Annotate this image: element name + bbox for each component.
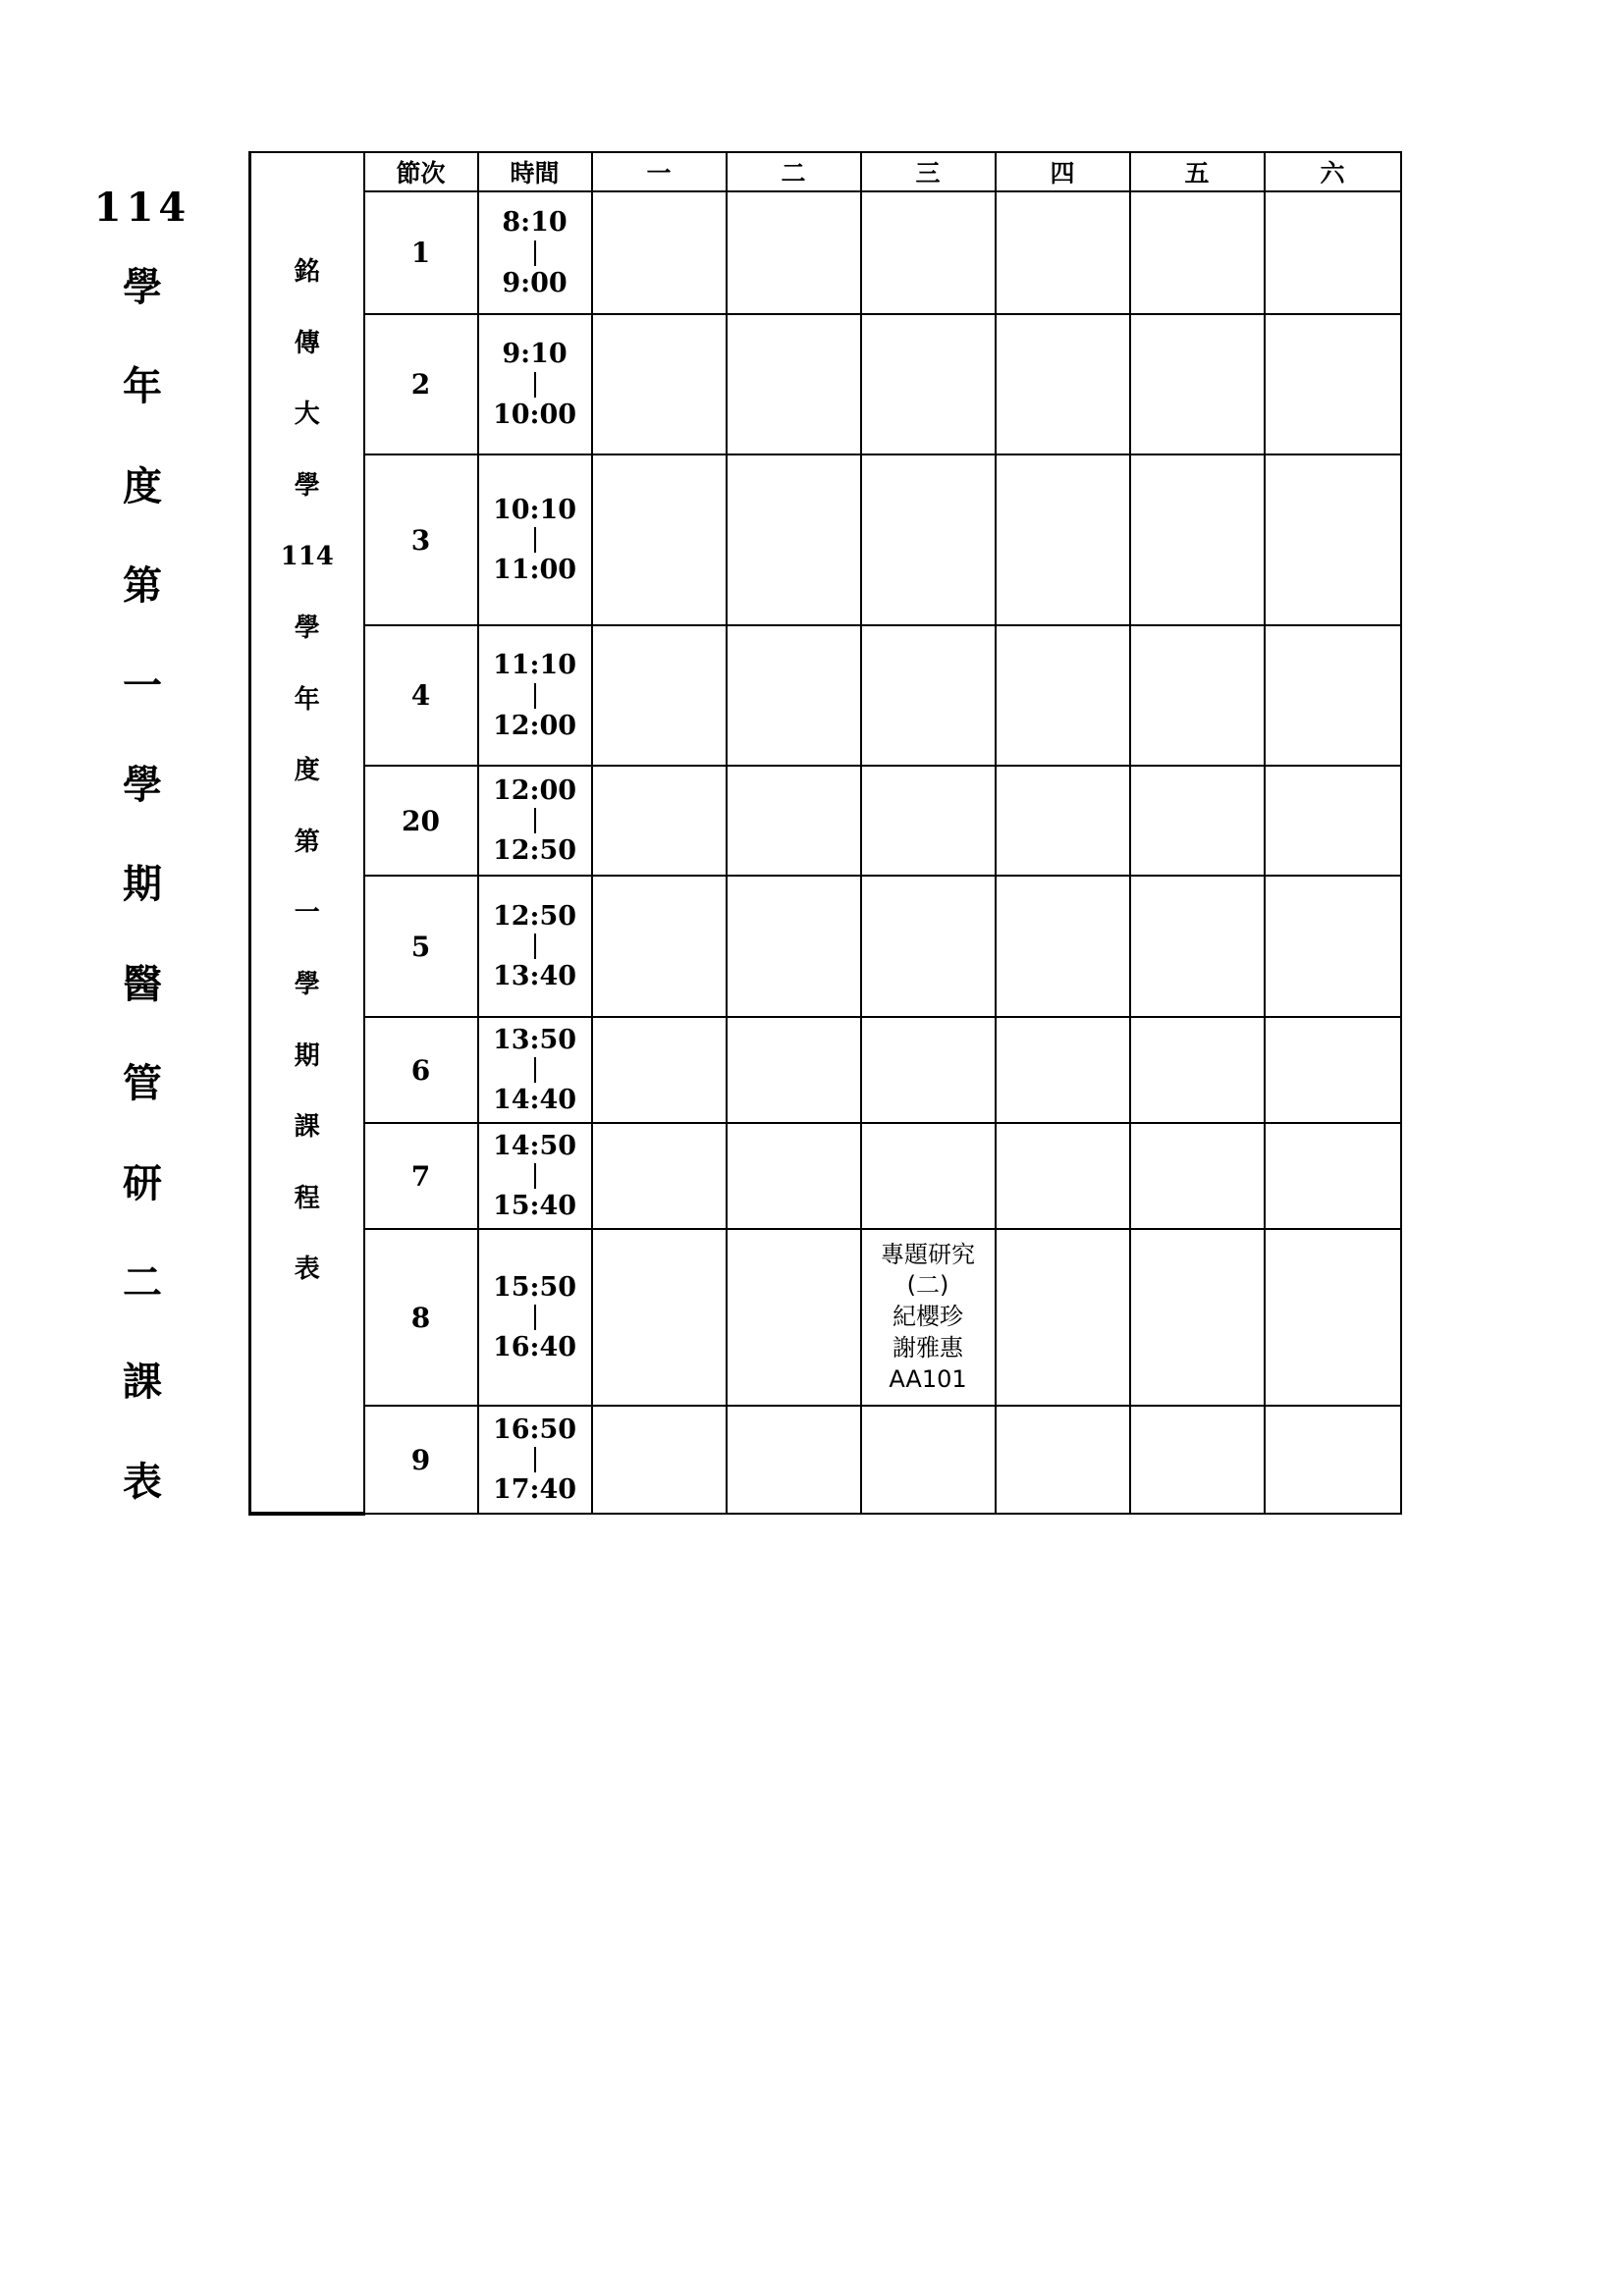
schedule-cell bbox=[861, 766, 996, 876]
end-time: 12:00 bbox=[492, 710, 577, 741]
caption-char: 年 bbox=[294, 684, 320, 715]
schedule-table bbox=[248, 151, 1402, 1516]
caption-char: 度 bbox=[294, 756, 320, 786]
title-char: 管 bbox=[123, 1060, 162, 1107]
schedule-cell bbox=[1265, 1017, 1401, 1123]
schedule-cell bbox=[861, 454, 996, 625]
start-time: 16:50 bbox=[492, 1414, 577, 1445]
end-time: 11:00 bbox=[492, 555, 577, 585]
title-char: 二 bbox=[123, 1258, 162, 1306]
schedule-cell bbox=[727, 1123, 861, 1229]
end-time: 12:50 bbox=[492, 835, 577, 866]
schedule-cell bbox=[996, 191, 1130, 314]
period-row bbox=[250, 1229, 1401, 1406]
schedule-cell bbox=[1130, 1123, 1265, 1229]
schedule-cell bbox=[1265, 1123, 1401, 1229]
schedule-cell bbox=[1265, 766, 1401, 876]
caption-vertical-text bbox=[251, 237, 363, 1306]
schedule-cell bbox=[861, 1406, 996, 1514]
schedule-cell bbox=[861, 1123, 996, 1229]
schedule-cell bbox=[592, 1229, 727, 1406]
start-time: 12:00 bbox=[492, 774, 577, 806]
schedule-cell bbox=[727, 191, 861, 314]
schedule-cell bbox=[727, 876, 861, 1017]
period-number: 5 bbox=[364, 876, 478, 1017]
period-row bbox=[250, 625, 1401, 766]
period-time bbox=[478, 1017, 592, 1123]
period-number: 7 bbox=[364, 1123, 478, 1229]
page-side-title bbox=[93, 179, 191, 1531]
title-char: 研 bbox=[123, 1159, 162, 1206]
end-time: 16:40 bbox=[492, 1332, 577, 1362]
caption-char: 大 bbox=[294, 400, 320, 430]
schedule-cell bbox=[1130, 625, 1265, 766]
course-part: (二) bbox=[906, 1271, 949, 1300]
schedule-cell bbox=[996, 1017, 1130, 1123]
end-time: 9:00 bbox=[502, 267, 568, 298]
period-time bbox=[478, 766, 592, 876]
period-number: 9 bbox=[364, 1406, 478, 1514]
end-time: 10:00 bbox=[492, 399, 577, 430]
header-day-thu: 四 bbox=[996, 152, 1130, 191]
schedule-cell bbox=[1265, 1406, 1401, 1514]
schedule-cell bbox=[1265, 191, 1401, 314]
caption-char: 表 bbox=[294, 1255, 320, 1285]
start-time: 12:50 bbox=[492, 900, 577, 932]
period-row bbox=[250, 766, 1401, 876]
schedule-cell bbox=[861, 314, 996, 454]
schedule-cell bbox=[996, 454, 1130, 625]
course-teacher2: 謝雅惠 bbox=[893, 1333, 963, 1362]
schedule-cell bbox=[1130, 1017, 1265, 1123]
period-row bbox=[250, 191, 1401, 314]
caption-char: 一 bbox=[294, 898, 320, 929]
caption-char: 傳 bbox=[294, 328, 320, 358]
course-cell bbox=[861, 1229, 996, 1406]
schedule-cell bbox=[1130, 876, 1265, 1017]
schedule-cell bbox=[727, 1017, 861, 1123]
schedule-cell bbox=[996, 314, 1130, 454]
period-row bbox=[250, 314, 1401, 454]
start-time: 11:10 bbox=[492, 650, 577, 681]
schedule-cell bbox=[727, 766, 861, 876]
start-time: 14:50 bbox=[492, 1130, 577, 1161]
end-time: 13:40 bbox=[492, 961, 577, 991]
header-time: 時間 bbox=[478, 152, 592, 191]
period-row bbox=[250, 1406, 1401, 1514]
title-char: 表 bbox=[123, 1458, 162, 1505]
schedule-cell bbox=[592, 314, 727, 454]
schedule-cell bbox=[861, 625, 996, 766]
course-room: AA101 bbox=[889, 1364, 967, 1393]
caption-char: 程 bbox=[294, 1183, 320, 1213]
schedule-cell bbox=[1265, 1229, 1401, 1406]
period-row bbox=[250, 454, 1401, 625]
time-separator bbox=[534, 1163, 536, 1189]
period-time bbox=[478, 454, 592, 625]
header-period: 節次 bbox=[364, 152, 478, 191]
schedule-cell bbox=[1130, 454, 1265, 625]
caption-char: 期 bbox=[294, 1041, 320, 1071]
course-name: 專題研究 bbox=[881, 1240, 975, 1268]
time-separator bbox=[534, 1447, 536, 1472]
period-row bbox=[250, 876, 1401, 1017]
period-row bbox=[250, 1017, 1401, 1123]
schedule-cell bbox=[727, 454, 861, 625]
schedule-cell bbox=[1130, 314, 1265, 454]
title-char: 度 bbox=[123, 462, 162, 509]
period-time bbox=[478, 1229, 592, 1406]
period-time bbox=[478, 1123, 592, 1229]
schedule-cell bbox=[727, 314, 861, 454]
title-year: 114 bbox=[93, 185, 191, 231]
schedule-cell bbox=[861, 876, 996, 1017]
header-row bbox=[250, 152, 1401, 191]
title-char: 課 bbox=[123, 1359, 162, 1406]
schedule-cell bbox=[1265, 454, 1401, 625]
header-day-fri: 五 bbox=[1130, 152, 1265, 191]
schedule-cell bbox=[861, 191, 996, 314]
schedule-cell bbox=[727, 1229, 861, 1406]
period-number: 20 bbox=[364, 766, 478, 876]
end-time: 17:40 bbox=[492, 1474, 577, 1505]
schedule-cell bbox=[592, 454, 727, 625]
caption-char: 學 bbox=[294, 470, 320, 501]
title-char: 第 bbox=[123, 562, 162, 610]
period-time bbox=[478, 625, 592, 766]
schedule-cell bbox=[592, 1123, 727, 1229]
table-caption bbox=[250, 152, 364, 1514]
schedule-cell bbox=[1265, 314, 1401, 454]
header-day-mon: 一 bbox=[592, 152, 727, 191]
period-number: 2 bbox=[364, 314, 478, 454]
time-separator bbox=[534, 1057, 536, 1083]
period-time bbox=[478, 191, 592, 314]
start-time: 15:50 bbox=[492, 1271, 577, 1303]
schedule-cell bbox=[996, 1123, 1130, 1229]
schedule-cell bbox=[592, 625, 727, 766]
schedule-cell bbox=[1130, 1406, 1265, 1514]
schedule-cell bbox=[1130, 766, 1265, 876]
time-separator bbox=[534, 683, 536, 709]
start-time: 8:10 bbox=[502, 207, 568, 239]
time-separator bbox=[534, 527, 536, 553]
title-char: 期 bbox=[123, 861, 162, 908]
time-separator bbox=[534, 372, 536, 398]
header-day-tue: 二 bbox=[727, 152, 861, 191]
caption-char: 課 bbox=[294, 1112, 320, 1143]
time-separator bbox=[534, 808, 536, 833]
schedule-cell bbox=[996, 766, 1130, 876]
caption-char: 第 bbox=[294, 827, 320, 857]
schedule-cell bbox=[592, 766, 727, 876]
period-number: 6 bbox=[364, 1017, 478, 1123]
title-char: 學 bbox=[123, 264, 162, 310]
title-char: 一 bbox=[123, 662, 162, 709]
period-row bbox=[250, 1123, 1401, 1229]
schedule-cell bbox=[592, 876, 727, 1017]
schedule-cell bbox=[996, 1406, 1130, 1514]
time-separator bbox=[534, 1305, 536, 1330]
end-time: 15:40 bbox=[492, 1191, 577, 1221]
period-number: 3 bbox=[364, 454, 478, 625]
period-time bbox=[478, 314, 592, 454]
time-separator bbox=[534, 934, 536, 959]
period-number: 1 bbox=[364, 191, 478, 314]
schedule-cell bbox=[1265, 876, 1401, 1017]
end-time: 14:40 bbox=[492, 1085, 577, 1115]
schedule-cell bbox=[1265, 625, 1401, 766]
schedule-cell bbox=[592, 191, 727, 314]
title-char: 年 bbox=[123, 363, 162, 410]
schedule-cell bbox=[1130, 1229, 1265, 1406]
schedule-cell bbox=[996, 1229, 1130, 1406]
title-char: 學 bbox=[123, 761, 162, 808]
schedule-cell bbox=[727, 625, 861, 766]
title-char: 醫 bbox=[123, 960, 162, 1007]
caption-char: 銘 bbox=[294, 257, 320, 287]
period-time bbox=[478, 1406, 592, 1514]
start-time: 10:10 bbox=[492, 494, 577, 525]
schedule-cell bbox=[727, 1406, 861, 1514]
caption-char: 114 bbox=[280, 542, 334, 572]
period-number: 4 bbox=[364, 625, 478, 766]
schedule-cell bbox=[861, 1017, 996, 1123]
schedule-cell bbox=[996, 625, 1130, 766]
header-day-sat: 六 bbox=[1265, 152, 1401, 191]
schedule-cell bbox=[1130, 191, 1265, 314]
schedule-cell bbox=[996, 876, 1130, 1017]
period-number: 8 bbox=[364, 1229, 478, 1406]
header-day-wed: 三 bbox=[861, 152, 996, 191]
start-time: 9:10 bbox=[502, 339, 568, 370]
caption-char: 學 bbox=[294, 613, 320, 643]
schedule-cell bbox=[592, 1406, 727, 1514]
start-time: 13:50 bbox=[492, 1024, 577, 1055]
schedule-cell bbox=[592, 1017, 727, 1123]
period-time bbox=[478, 876, 592, 1017]
caption-char: 學 bbox=[294, 969, 320, 999]
time-separator bbox=[534, 240, 536, 266]
course-teacher1: 紀櫻珍 bbox=[893, 1303, 963, 1331]
